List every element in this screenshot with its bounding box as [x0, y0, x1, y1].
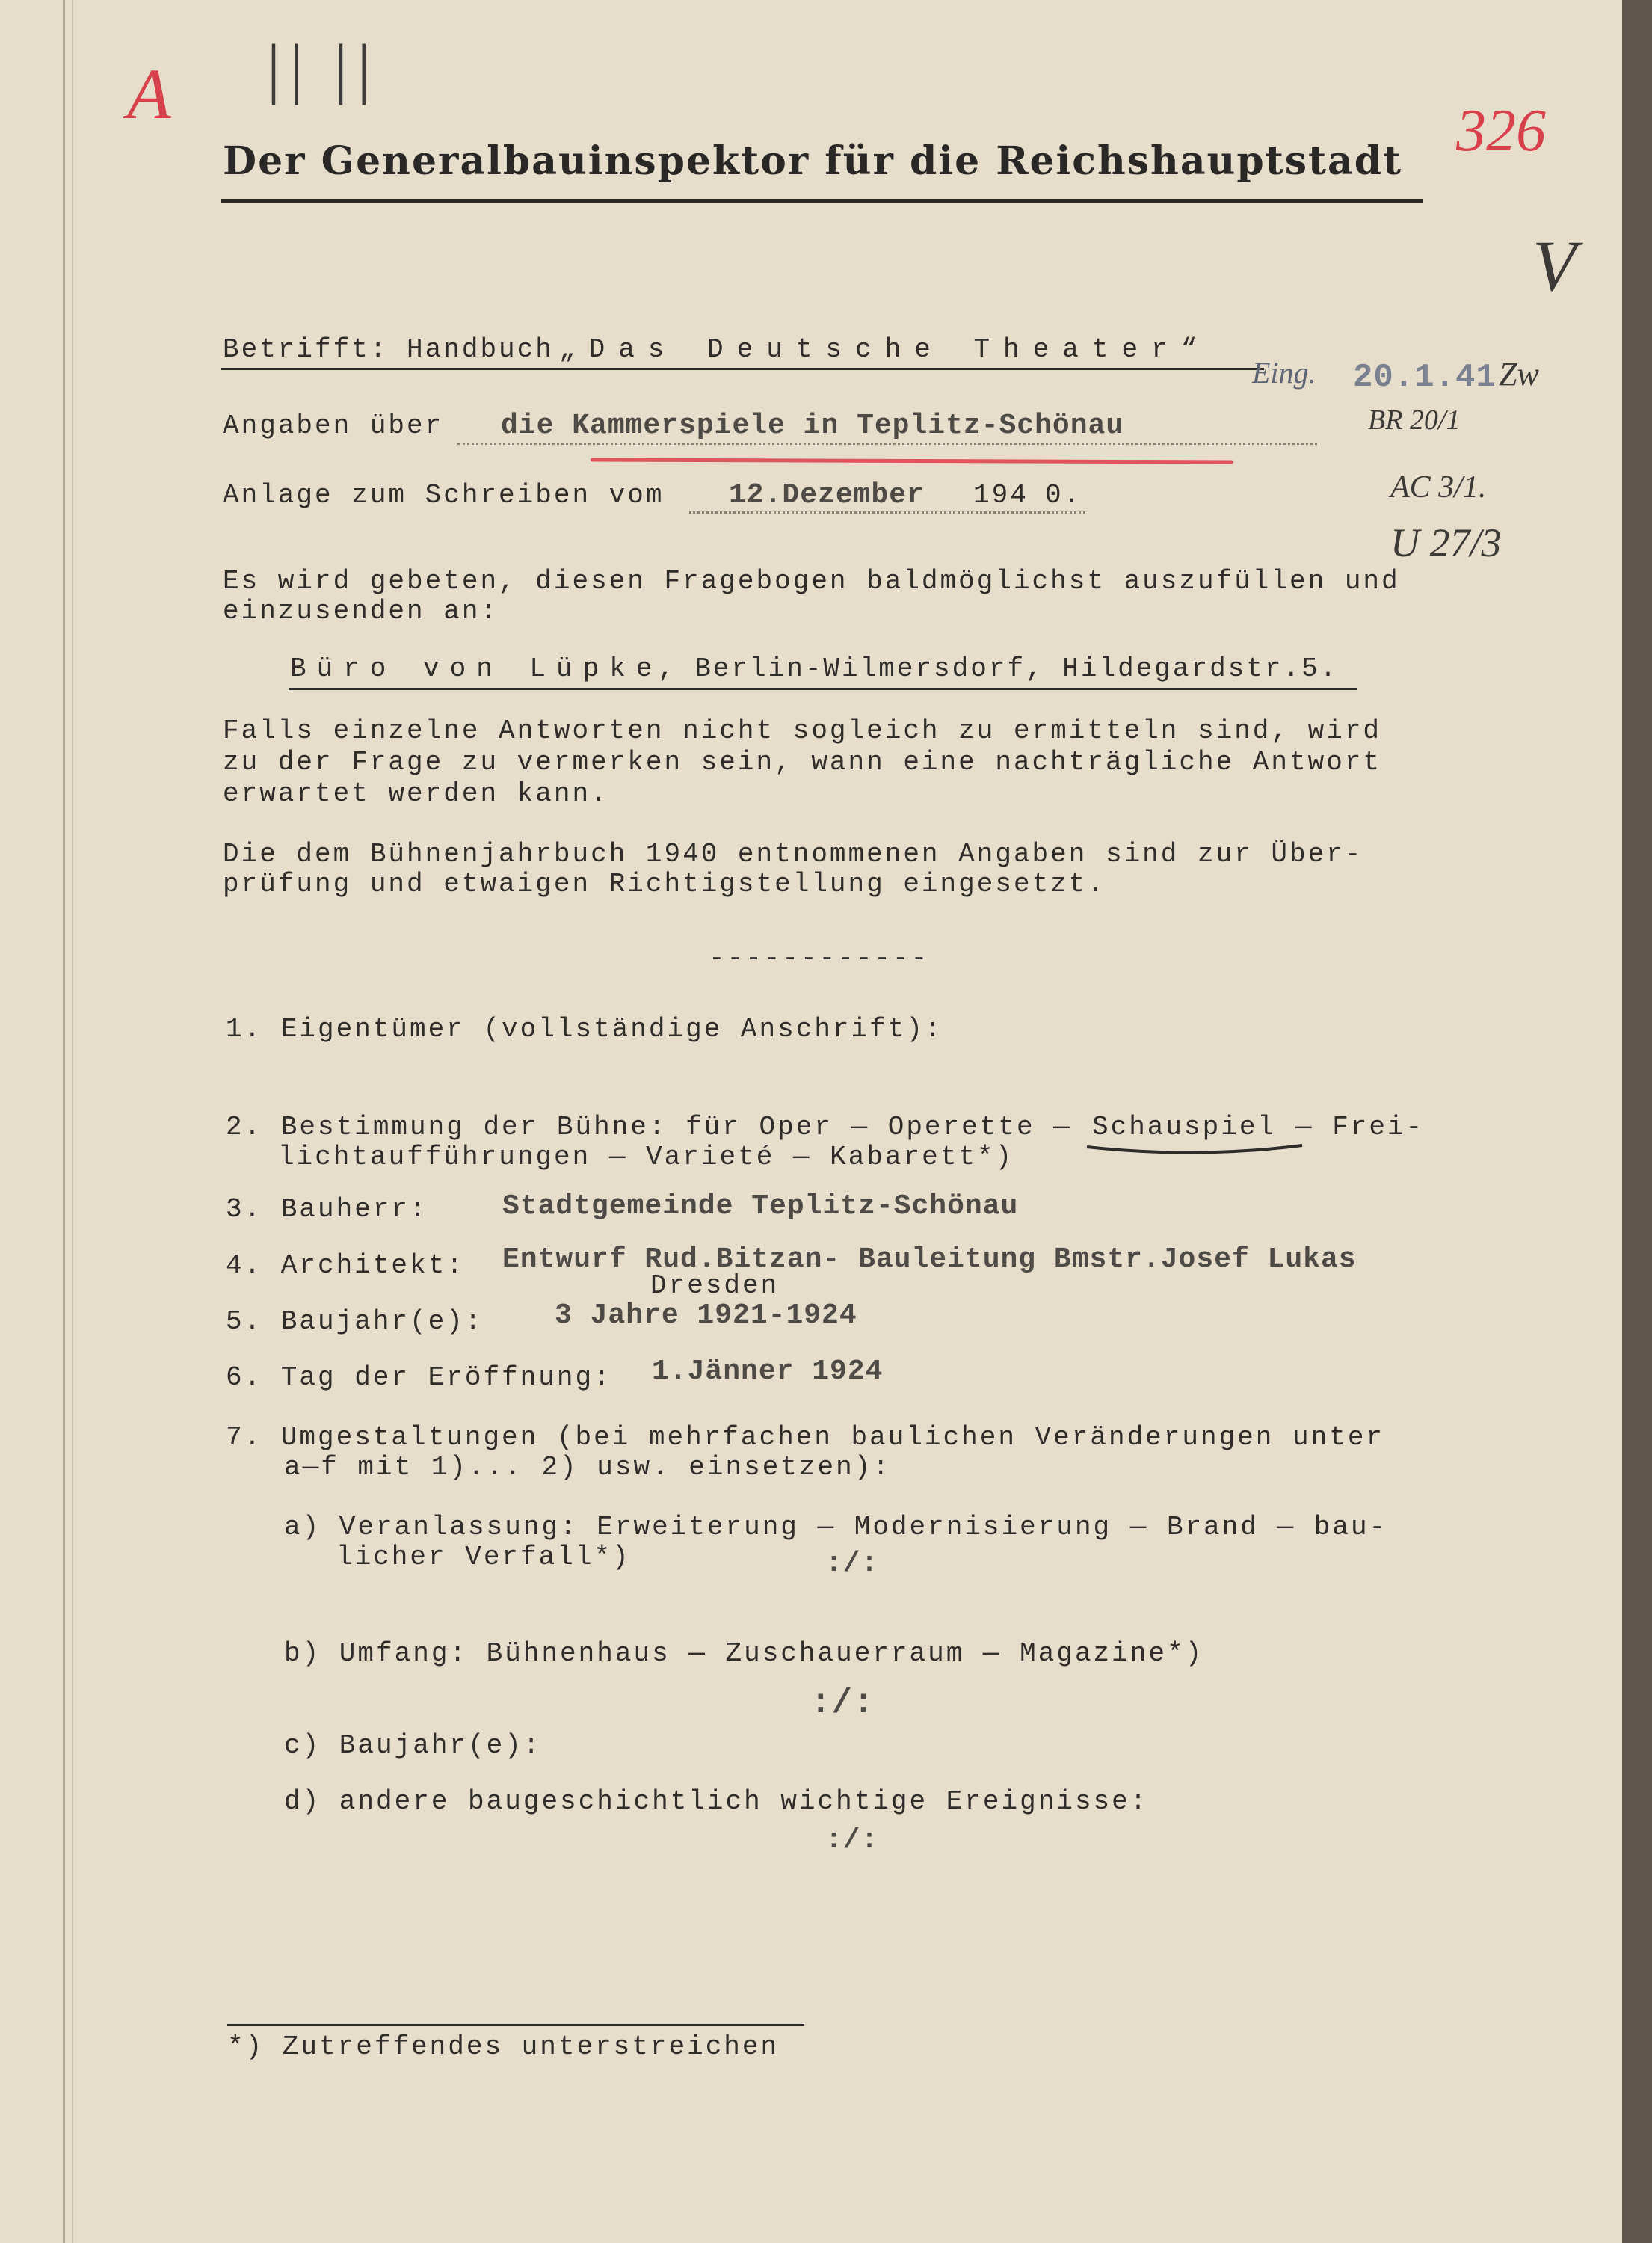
- margin-letter-a: A: [127, 54, 171, 134]
- question-7-line-2: a—f mit 1)... 2) usw. einsetzen):: [284, 1452, 891, 1483]
- question-2-line-2: lichtaufführungen — Varieté — Kabarett*): [278, 1142, 1014, 1172]
- question-7b-answer: :/:: [810, 1684, 875, 1723]
- question-7d-answer: :/:: [825, 1824, 879, 1856]
- question-3: 3. Bauherr:: [226, 1194, 428, 1225]
- question-7-line-1: 7. Umgestaltungen (bei mehrfachen baulichen Veränderungen unter: [226, 1422, 1385, 1453]
- details-dotted-line: [457, 443, 1317, 445]
- binding-fold: [63, 0, 65, 2243]
- followup-line-1: Falls einzelne Antworten nicht sogleich zu ermitteln sind, wird: [223, 716, 1382, 746]
- year-suffix: 0.: [1045, 480, 1082, 511]
- yearbook-line-2: prüfung und etwaigen Richtigstellung eingesetzt.: [223, 869, 1106, 899]
- request-line-2: einzusenden an:: [223, 596, 499, 627]
- question-7a-line-1: a) Veranlassung: Erweiterung — Modernisierung — Brand — bau-: [284, 1512, 1388, 1542]
- question-1: 1. Eigentümer (vollständige Anschrift):: [226, 1014, 943, 1044]
- check-mark: V: [1532, 226, 1577, 306]
- question-7d: d) andere baugeschichtlich wichtige Ereignisse:: [284, 1786, 1149, 1817]
- footnote-rule: [227, 2024, 804, 2026]
- letterhead-title: Der Generalbauinspektor für die Reichshauptstadt: [223, 138, 1403, 184]
- question-7a-answer: :/:: [825, 1548, 879, 1580]
- subject-underline: [221, 368, 1264, 370]
- question-2-start: 2. Bestimmung der Bühne: für Oper — Operette —: [226, 1112, 1072, 1142]
- margin-note-u: U 27/3: [1390, 520, 1502, 565]
- red-underline: [591, 458, 1233, 464]
- question-6: 6. Tag der Eröffnung:: [226, 1362, 612, 1393]
- initials-note: Zw: [1499, 356, 1539, 393]
- details-label: Angaben über: [223, 410, 444, 441]
- subject-label: Betrifft: Handbuch: [223, 334, 554, 365]
- question-2-underlined: Schauspiel: [1092, 1112, 1277, 1142]
- followup-line-3: erwartet werden kann.: [223, 778, 609, 809]
- question-2-end: — Frei-: [1295, 1112, 1425, 1142]
- question-5: 5. Baujahr(e):: [226, 1306, 484, 1337]
- separator: ------------: [709, 943, 930, 973]
- margin-note-ac: AC 3/1.: [1390, 470, 1487, 505]
- enclosure-label: Anlage zum Schreiben vom: [223, 480, 665, 511]
- schauspiel-underline: [1084, 1136, 1308, 1159]
- page-edge-shadow: [1622, 0, 1652, 2243]
- question-4: 4. Architekt:: [226, 1250, 465, 1281]
- question-5-answer: 3 Jahre 1921-1924: [555, 1299, 857, 1332]
- date-dotted-line: [689, 511, 1085, 514]
- letter-date: 12.Dezember: [729, 479, 925, 511]
- question-7a-line-2: licher Verfall*): [336, 1542, 631, 1572]
- question-4-answer-2: Dresden: [650, 1270, 780, 1301]
- question-3-answer: Stadtgemeinde Teplitz-Schönau: [502, 1190, 1019, 1222]
- title-underline: [221, 199, 1423, 203]
- footnote: *) Zutreffendes unterstreichen: [227, 2031, 780, 2062]
- received-date-stamp: 20.1.41: [1353, 359, 1497, 396]
- margin-note-br: BR 20/1: [1368, 404, 1461, 436]
- address-underline: [289, 688, 1357, 690]
- margin-strokes: || ||: [263, 31, 377, 105]
- binding-fold-inner: [72, 0, 73, 2243]
- address-office: Büro von Lüpke: [290, 653, 663, 684]
- address-rest: , Berlin-Wilmersdorf, Hildegardstr.5.: [658, 653, 1339, 684]
- question-7b: b) Umfang: Bühnenhaus — Zuschauerraum — Magazine*): [284, 1638, 1204, 1669]
- year-prefix: 194: [973, 480, 1029, 511]
- followup-line-2: zu der Frage zu vermerken sein, wann eine nachträgliche Antwort: [223, 747, 1382, 778]
- book-title: „Das Deutsche Theater“: [559, 334, 1211, 365]
- question-6-answer: 1.Jänner 1924: [652, 1356, 884, 1388]
- request-line-1: Es wird gebeten, diesen Fragebogen baldmöglichst auszufüllen und: [223, 566, 1400, 597]
- received-note: Eing.: [1252, 356, 1316, 390]
- yearbook-line-1: Die dem Bühnenjahrbuch 1940 entnommenen Angaben sind zur Über-: [223, 839, 1363, 870]
- question-4-answer: Entwurf Rud.Bitzan- Bauleitung Bmstr.Josef Lukas: [502, 1243, 1357, 1276]
- question-7c: c) Baujahr(e):: [284, 1730, 542, 1761]
- page-number: 326: [1456, 98, 1546, 164]
- theater-name: die Kammerspiele in Teplitz-Schönau: [501, 410, 1124, 442]
